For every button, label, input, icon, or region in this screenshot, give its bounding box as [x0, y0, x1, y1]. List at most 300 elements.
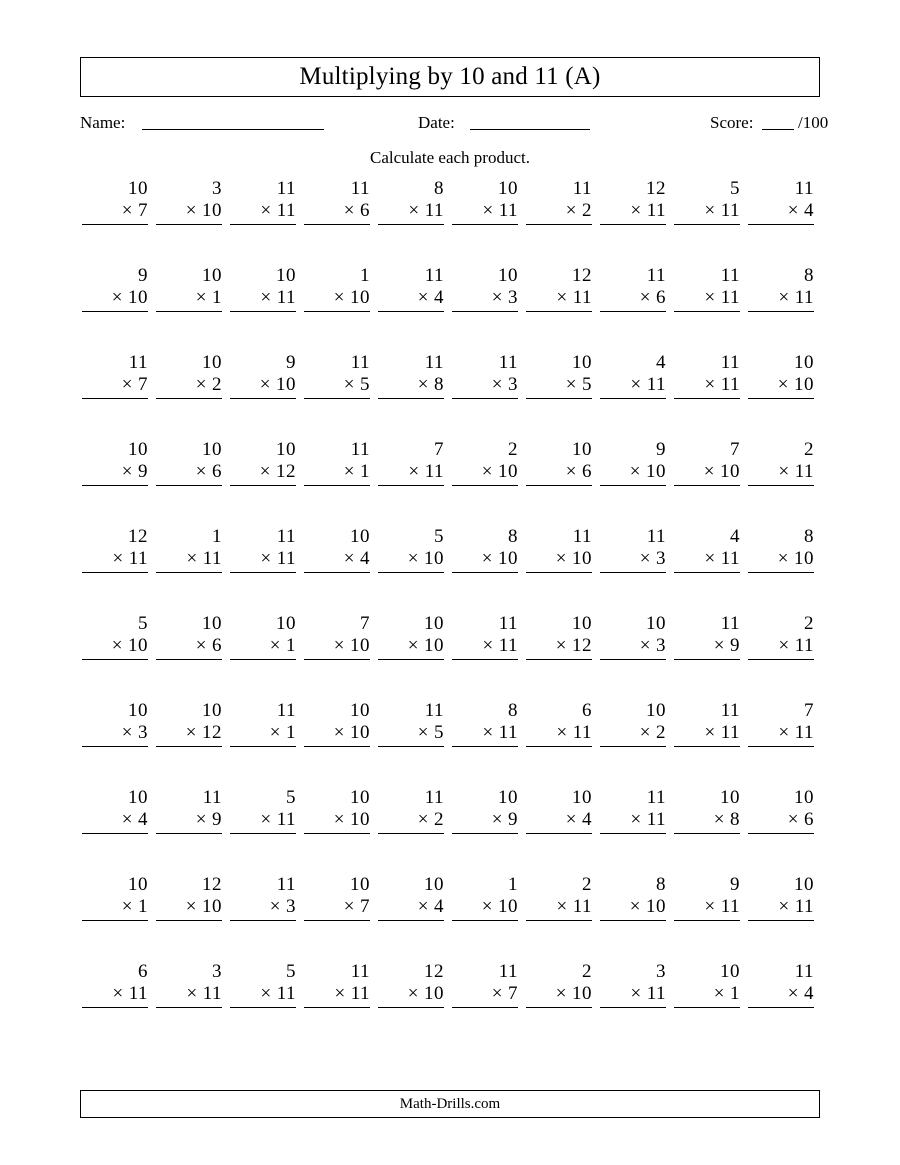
factor-bottom-value: 3: [508, 287, 518, 308]
problem-cell: [526, 961, 600, 1048]
problem-cell: [156, 613, 230, 700]
problem-cell: [230, 265, 304, 352]
factor-top: 10: [498, 787, 518, 808]
times-icon: ×: [629, 896, 641, 917]
factor-top: 4: [730, 526, 740, 547]
factor-bottom-value: 10: [646, 461, 666, 482]
times-icon: ×: [787, 809, 799, 830]
times-icon: ×: [408, 461, 420, 482]
factor-top: 9: [730, 874, 740, 895]
problem-cell: [230, 439, 304, 526]
factor-bottom: [674, 287, 740, 312]
factor-bottom: [748, 461, 814, 486]
factor-top: 1: [212, 526, 222, 547]
factor-bottom: [304, 374, 370, 399]
factor-bottom: [674, 548, 740, 573]
times-icon: ×: [343, 374, 355, 395]
times-icon: ×: [334, 983, 346, 1004]
name-label: Name:: [80, 113, 126, 132]
factor-bottom-value: 11: [202, 983, 222, 1004]
times-icon: ×: [778, 635, 790, 656]
problem-cell: [378, 526, 452, 613]
times-icon: ×: [565, 461, 577, 482]
problem-row: [82, 700, 822, 787]
problem-cell: [526, 439, 600, 526]
factor-top: 10: [202, 265, 222, 286]
factor-bottom-value: 11: [572, 722, 592, 743]
factor-bottom-value: 7: [508, 983, 518, 1004]
problem-cell: [82, 526, 156, 613]
problem-cell: [230, 961, 304, 1048]
times-icon: ×: [704, 200, 716, 221]
times-icon: ×: [556, 287, 568, 308]
problem-cell: [378, 700, 452, 787]
factor-bottom: [156, 374, 222, 399]
factor-bottom-value: 10: [498, 896, 518, 917]
factor-top: 10: [350, 874, 370, 895]
factor-bottom-value: 5: [582, 374, 592, 395]
factor-top: 1: [508, 874, 518, 895]
factor-top: 11: [646, 526, 666, 547]
factor-bottom-value: 11: [720, 896, 740, 917]
factor-top: 11: [498, 961, 518, 982]
factor-bottom-value: 3: [508, 374, 518, 395]
factor-top: 11: [276, 178, 296, 199]
factor-bottom: [526, 461, 592, 486]
problem-cell: [378, 439, 452, 526]
problem-cell: [304, 352, 378, 439]
times-icon: ×: [121, 374, 133, 395]
footer-attribution: Math-Drills.com: [399, 1095, 501, 1112]
factor-bottom: [82, 287, 148, 312]
problem-row: [82, 961, 822, 1048]
page-title: Multiplying by 10 and 11 (A): [299, 63, 601, 90]
times-icon: ×: [186, 983, 198, 1004]
factor-bottom: [82, 548, 148, 573]
factor-top: 12: [424, 961, 444, 982]
times-icon: ×: [704, 896, 716, 917]
factor-bottom-value: 3: [286, 896, 296, 917]
factor-bottom: [82, 635, 148, 660]
problem-cell: [156, 526, 230, 613]
factor-bottom-value: 2: [582, 200, 592, 221]
factor-bottom: [304, 809, 370, 834]
factor-bottom-value: 11: [350, 983, 370, 1004]
factor-top: 5: [730, 178, 740, 199]
problem-cell: [452, 178, 526, 265]
factor-top: 11: [646, 265, 666, 286]
score-label: Score:: [710, 113, 754, 132]
factor-bottom: [378, 374, 444, 399]
times-icon: ×: [491, 809, 503, 830]
factor-top: 11: [424, 265, 444, 286]
times-icon: ×: [121, 200, 133, 221]
factor-bottom-value: 10: [128, 635, 148, 656]
factor-bottom: [526, 809, 592, 834]
factor-top: 2: [804, 439, 814, 460]
problem-cell: [600, 700, 674, 787]
instructions: Calculate each product.: [369, 148, 530, 167]
factor-bottom-value: 5: [434, 722, 444, 743]
problem-cell: [748, 874, 822, 961]
times-icon: ×: [111, 287, 123, 308]
times-icon: ×: [185, 722, 197, 743]
factor-top: 5: [286, 961, 296, 982]
problem-cell: [674, 787, 748, 874]
factor-bottom-value: 8: [730, 809, 740, 830]
times-icon: ×: [639, 548, 651, 569]
factor-top: 10: [646, 700, 666, 721]
factor-bottom-value: 10: [498, 461, 518, 482]
times-icon: ×: [713, 809, 725, 830]
factor-bottom: [748, 983, 814, 1008]
factor-bottom-value: 12: [276, 461, 296, 482]
factor-bottom: [600, 461, 666, 486]
factor-bottom: [230, 287, 296, 312]
factor-bottom: [156, 722, 222, 747]
times-icon: ×: [417, 287, 429, 308]
factor-top: 10: [572, 613, 592, 634]
times-icon: ×: [333, 635, 345, 656]
times-icon: ×: [639, 287, 651, 308]
factor-bottom: [156, 809, 222, 834]
factor-bottom: [378, 461, 444, 486]
problem-cell: [674, 613, 748, 700]
factor-bottom-value: 7: [138, 374, 148, 395]
factor-top: 9: [656, 439, 666, 460]
factor-bottom-value: 1: [286, 635, 296, 656]
factor-top: 10: [498, 265, 518, 286]
problem-cell: [452, 700, 526, 787]
factor-bottom-value: 11: [276, 548, 296, 569]
factor-bottom-value: 11: [572, 896, 592, 917]
factor-bottom-value: 11: [794, 635, 814, 656]
times-icon: ×: [121, 722, 133, 743]
score-field[interactable]: [762, 113, 794, 130]
times-icon: ×: [343, 548, 355, 569]
problem-cell: [452, 526, 526, 613]
problem-cell: [230, 613, 304, 700]
problem-cell: [526, 265, 600, 352]
factor-bottom: [674, 896, 740, 921]
factor-bottom-value: 10: [794, 374, 814, 395]
times-icon: ×: [482, 200, 494, 221]
factor-top: 11: [424, 352, 444, 373]
factor-top: 10: [128, 439, 148, 460]
factor-bottom: [526, 287, 592, 312]
factor-bottom: [378, 287, 444, 312]
times-icon: ×: [195, 374, 207, 395]
times-icon: ×: [185, 200, 197, 221]
problem-cell: [230, 178, 304, 265]
factor-bottom-value: 12: [572, 635, 592, 656]
problem-cell: [82, 265, 156, 352]
factor-top: 10: [720, 787, 740, 808]
factor-bottom: [674, 461, 740, 486]
times-icon: ×: [555, 635, 567, 656]
factor-bottom-value: 3: [138, 722, 148, 743]
problem-cell: [304, 787, 378, 874]
factor-bottom-value: 10: [350, 722, 370, 743]
factor-bottom-value: 11: [424, 461, 444, 482]
times-icon: ×: [778, 287, 790, 308]
factor-bottom: [230, 896, 296, 921]
factor-top: 11: [276, 874, 296, 895]
factor-bottom-value: 4: [434, 287, 444, 308]
factor-top: 2: [508, 439, 518, 460]
factor-bottom: [230, 461, 296, 486]
factor-bottom: [230, 809, 296, 834]
factor-bottom: [526, 200, 592, 225]
problem-cell: [748, 352, 822, 439]
factor-bottom-value: 10: [424, 548, 444, 569]
factor-bottom-value: 10: [202, 200, 222, 221]
problem-cell: [304, 265, 378, 352]
problem-cell: [748, 961, 822, 1048]
factor-top: 10: [350, 700, 370, 721]
factor-bottom-value: 11: [720, 722, 740, 743]
times-icon: ×: [195, 287, 207, 308]
factor-top: 3: [656, 961, 666, 982]
problem-cell: [378, 613, 452, 700]
problem-cell: [304, 526, 378, 613]
problem-cell: [304, 961, 378, 1048]
factor-bottom-value: 11: [646, 809, 666, 830]
factor-bottom-value: 3: [656, 548, 666, 569]
factor-top: 10: [276, 613, 296, 634]
times-icon: ×: [343, 200, 355, 221]
factor-top: 10: [794, 787, 814, 808]
factor-top: 2: [582, 874, 592, 895]
factor-bottom-value: 10: [350, 809, 370, 830]
times-icon: ×: [629, 461, 641, 482]
factor-top: 11: [794, 961, 814, 982]
times-icon: ×: [260, 983, 272, 1004]
problem-cell: [526, 526, 600, 613]
problem-cell: [674, 178, 748, 265]
factor-top: 10: [572, 787, 592, 808]
factor-bottom-value: 11: [424, 200, 444, 221]
times-icon: ×: [417, 722, 429, 743]
factor-bottom-value: 2: [656, 722, 666, 743]
times-icon: ×: [112, 983, 124, 1004]
factor-bottom-value: 9: [212, 809, 222, 830]
factor-bottom: [748, 809, 814, 834]
factor-bottom: [452, 983, 518, 1008]
times-icon: ×: [407, 548, 419, 569]
problem-cell: [452, 787, 526, 874]
problem-cell: [304, 613, 378, 700]
times-icon: ×: [491, 287, 503, 308]
problem-cell: [526, 787, 600, 874]
factor-bottom: [82, 983, 148, 1008]
factor-bottom: [156, 287, 222, 312]
factor-top: 10: [572, 439, 592, 460]
factor-top: 10: [128, 874, 148, 895]
factor-bottom: [156, 983, 222, 1008]
factor-top: 10: [202, 352, 222, 373]
factor-bottom-value: 11: [202, 548, 222, 569]
problem-cell: [526, 700, 600, 787]
problem-cell: [230, 787, 304, 874]
factor-top: 10: [202, 613, 222, 634]
factor-top: 7: [360, 613, 370, 634]
factor-bottom-value: 9: [508, 809, 518, 830]
factor-top: 11: [276, 526, 296, 547]
times-icon: ×: [491, 374, 503, 395]
factor-bottom: [452, 200, 518, 225]
factor-bottom: [452, 548, 518, 573]
factor-bottom-value: 11: [498, 635, 518, 656]
problem-cell: [156, 352, 230, 439]
factor-bottom: [674, 722, 740, 747]
factor-top: 3: [212, 178, 222, 199]
factor-bottom-value: 10: [350, 287, 370, 308]
problem-cell: [600, 178, 674, 265]
times-icon: ×: [260, 287, 272, 308]
problem-cell: [156, 439, 230, 526]
factor-bottom-value: 10: [498, 548, 518, 569]
factor-top: 12: [128, 526, 148, 547]
factor-bottom-value: 9: [138, 461, 148, 482]
problem-cell: [82, 178, 156, 265]
times-icon: ×: [195, 461, 207, 482]
problem-cell: [82, 787, 156, 874]
factor-bottom: [600, 200, 666, 225]
problem-cell: [600, 526, 674, 613]
times-icon: ×: [556, 722, 568, 743]
factor-bottom: [452, 722, 518, 747]
factor-bottom-value: 11: [794, 722, 814, 743]
factor-bottom: [748, 722, 814, 747]
factor-bottom: [600, 548, 666, 573]
factor-bottom: [378, 200, 444, 225]
factor-top: 11: [646, 787, 666, 808]
times-icon: ×: [260, 809, 272, 830]
times-icon: ×: [713, 635, 725, 656]
factor-bottom-value: 11: [572, 287, 592, 308]
times-icon: ×: [269, 896, 281, 917]
factor-top: 4: [656, 352, 666, 373]
factor-bottom-value: 11: [646, 983, 666, 1004]
times-icon: ×: [639, 722, 651, 743]
factor-top: 5: [434, 526, 444, 547]
factor-bottom-value: 3: [656, 635, 666, 656]
problem-cell: [674, 526, 748, 613]
factor-bottom-value: 11: [720, 548, 740, 569]
factor-bottom: [230, 722, 296, 747]
factor-bottom: [674, 635, 740, 660]
problem-cell: [674, 265, 748, 352]
factor-bottom: [600, 374, 666, 399]
factor-top: 11: [128, 352, 148, 373]
problem-cell: [378, 874, 452, 961]
times-icon: ×: [639, 635, 651, 656]
times-icon: ×: [565, 809, 577, 830]
problem-cell: [304, 700, 378, 787]
problem-row: [82, 178, 822, 265]
factor-bottom-value: 10: [794, 548, 814, 569]
factor-bottom-value: 7: [360, 896, 370, 917]
times-icon: ×: [481, 896, 493, 917]
footer-box: [80, 1090, 820, 1118]
factor-top: 9: [286, 352, 296, 373]
factor-top: 10: [498, 178, 518, 199]
times-icon: ×: [417, 896, 429, 917]
factor-top: 10: [350, 526, 370, 547]
name-field[interactable]: [142, 113, 324, 130]
times-icon: ×: [778, 461, 790, 482]
problem-cell: [156, 787, 230, 874]
times-icon: ×: [259, 461, 271, 482]
times-icon: ×: [630, 374, 642, 395]
factor-bottom-value: 5: [360, 374, 370, 395]
times-icon: ×: [195, 809, 207, 830]
factor-bottom: [748, 287, 814, 312]
factor-top: 10: [572, 352, 592, 373]
factor-bottom: [526, 374, 592, 399]
factor-bottom: [748, 548, 814, 573]
factor-top: 2: [804, 613, 814, 634]
factor-bottom: [526, 548, 592, 573]
factor-bottom-value: 11: [720, 200, 740, 221]
factor-bottom-value: 10: [276, 374, 296, 395]
factor-bottom-value: 6: [582, 461, 592, 482]
times-icon: ×: [481, 461, 493, 482]
factor-bottom: [452, 461, 518, 486]
problem-row: [82, 439, 822, 526]
factor-top: 5: [138, 613, 148, 634]
factor-bottom-value: 11: [276, 287, 296, 308]
factor-top: 3: [212, 961, 222, 982]
factor-top: 8: [804, 265, 814, 286]
times-icon: ×: [704, 287, 716, 308]
times-icon: ×: [417, 809, 429, 830]
times-icon: ×: [343, 896, 355, 917]
factor-bottom-value: 2: [212, 374, 222, 395]
times-icon: ×: [269, 722, 281, 743]
factor-bottom: [526, 722, 592, 747]
times-icon: ×: [195, 635, 207, 656]
meta-row: [80, 110, 829, 136]
times-icon: ×: [787, 200, 799, 221]
factor-bottom-value: 6: [212, 635, 222, 656]
factor-bottom-value: 1: [138, 896, 148, 917]
problem-cell: [452, 352, 526, 439]
date-field[interactable]: [470, 113, 590, 130]
factor-bottom: [452, 287, 518, 312]
factor-top: 8: [508, 526, 518, 547]
factor-bottom-value: 11: [128, 983, 148, 1004]
times-icon: ×: [408, 200, 420, 221]
factor-top: 12: [646, 178, 666, 199]
factor-top: 10: [128, 787, 148, 808]
problem-cell: [304, 178, 378, 265]
problem-cell: [452, 613, 526, 700]
factor-bottom: [82, 809, 148, 834]
times-icon: ×: [333, 722, 345, 743]
factor-bottom: [156, 461, 222, 486]
factor-bottom: [304, 548, 370, 573]
problem-cell: [526, 178, 600, 265]
times-icon: ×: [417, 374, 429, 395]
times-icon: ×: [333, 287, 345, 308]
factor-top: 11: [350, 961, 370, 982]
factor-top: 10: [720, 961, 740, 982]
problem-cell: [748, 613, 822, 700]
problem-cell: [82, 613, 156, 700]
times-icon: ×: [704, 722, 716, 743]
